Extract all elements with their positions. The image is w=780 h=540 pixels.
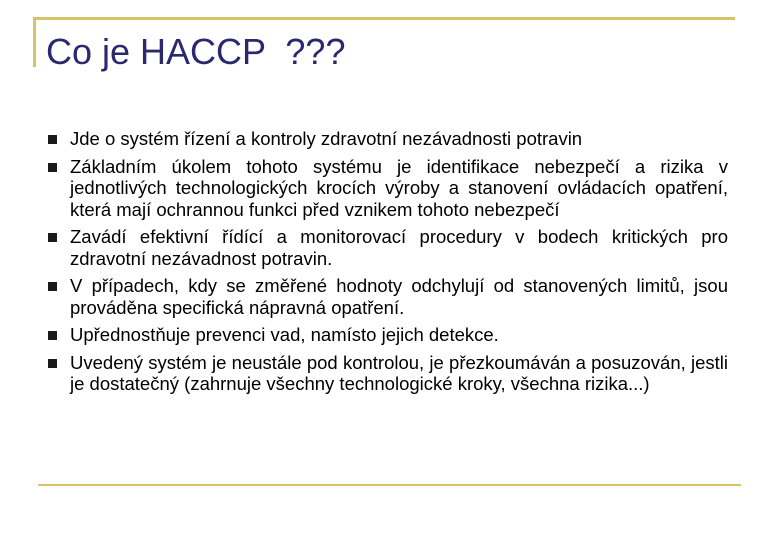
footer-rule: [38, 484, 741, 486]
bullet-text: Základním úkolem tohoto systému je identifikace nebezpečí a rizika v jednotlivých technologických krocích výroby a stanovení ovládacích opatření, která mají ochrannou funkci před vznikem tohoto nebezpečí: [70, 155, 728, 220]
bullet-item: [46, 324, 728, 346]
square-bullet-icon: [48, 331, 57, 340]
title-left-rule: [33, 17, 36, 67]
title-top-rule: [33, 17, 735, 20]
bullet-item: [46, 128, 728, 150]
bullet-text: Uvedený systém je neustále pod kontrolou, je přezkoumáván a posuzován, jestli je dostatečný (zahrnuje všechny technologické kroky, všechna rizika...): [70, 351, 728, 394]
bullet-item: [46, 275, 728, 318]
square-bullet-icon: [48, 359, 57, 368]
square-bullet-icon: [48, 163, 57, 172]
bullet-list: [46, 128, 728, 401]
square-bullet-icon: [48, 282, 57, 291]
bullet-text: V případech, kdy se změřené hodnoty odchylují od stanovených limitů, jsou prováděna specifická nápravná opatření.: [70, 275, 728, 318]
bullet-text: Upřednostňuje prevenci vad, namísto jejich detekce.: [70, 324, 499, 345]
square-bullet-icon: [48, 233, 57, 242]
slide-title: Co je HACCP ???: [46, 31, 346, 72]
bullet-text: Jde o systém řízení a kontroly zdravotní nezávadnosti potravin: [70, 128, 583, 149]
bullet-item: [46, 156, 728, 221]
bullet-item: [46, 226, 728, 269]
square-bullet-icon: [48, 135, 57, 144]
bullet-item: [46, 352, 728, 395]
bullet-text: Zavádí efektivní řídící a monitorovací procedury v bodech kritických pro zdravotní nezávadnost potravin.: [70, 226, 728, 269]
